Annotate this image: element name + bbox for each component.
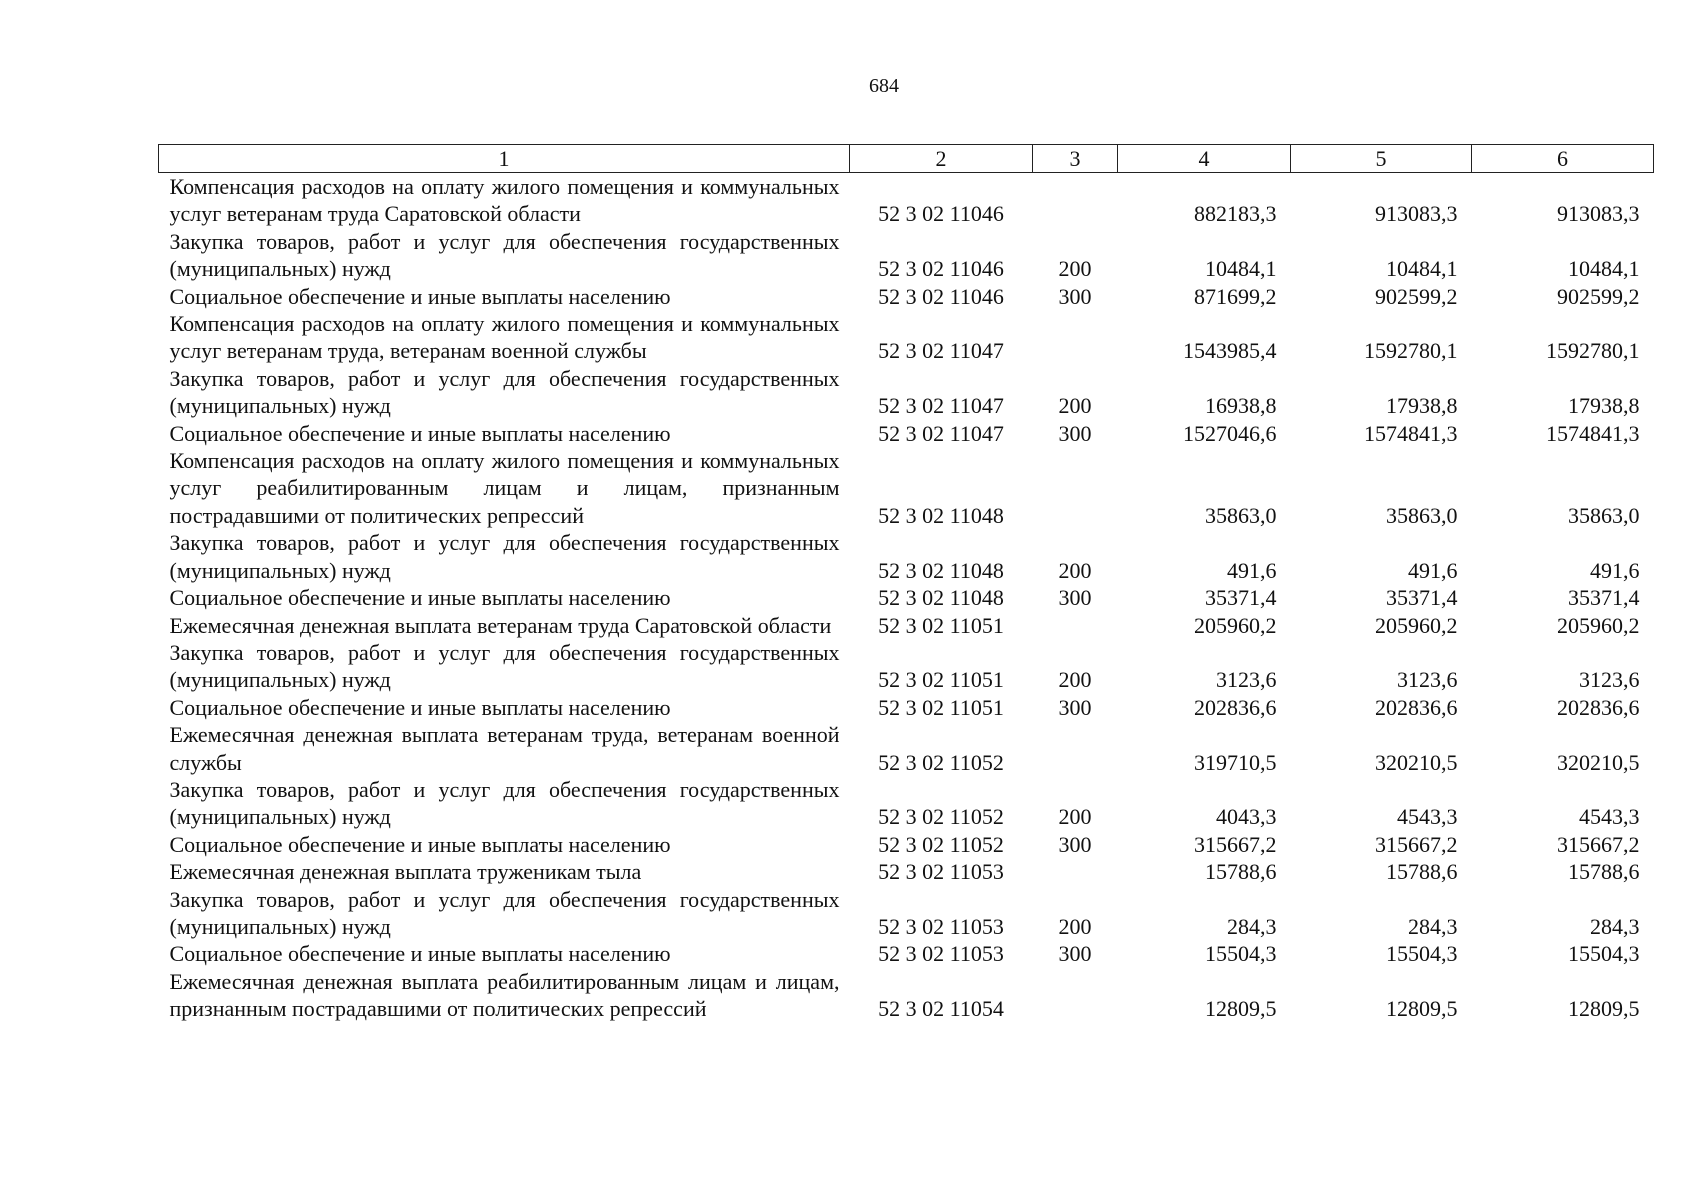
row-expense-type: 300: [1058, 283, 1092, 309]
row-value-3: 913083,3: [1557, 201, 1640, 227]
row-code: 52 3 02 11047: [878, 393, 1004, 419]
row-value-3: 1592780,1: [1546, 338, 1640, 364]
table-row: [159, 940, 1654, 967]
row-name: Закупка товаров, работ и услуг для обеспечения государственных (муниципальных) нужд: [169, 365, 840, 419]
row-value-1: 10484,1: [1205, 256, 1277, 282]
row-expense-type: 200: [1058, 913, 1092, 939]
row-code: 52 3 02 11051: [878, 612, 1004, 638]
row-value-1: 15504,3: [1205, 941, 1277, 967]
row-name: Ежемесячная денежная выплата реабилитированным лицам и лицам, признанным пострадавшими от политических репрессий: [169, 968, 840, 1022]
row-name: Социальное обеспечение и иные выплаты населению: [169, 585, 671, 611]
table-row: [159, 447, 1654, 529]
row-value-3: 202836,6: [1557, 694, 1640, 720]
row-code: 52 3 02 11051: [878, 667, 1004, 693]
table-row: [159, 310, 1654, 365]
column-header-5: 5: [1291, 145, 1472, 173]
row-name: Социальное обеспечение и иные выплаты населению: [169, 420, 671, 446]
row-value-1: 491,6: [1227, 557, 1277, 583]
row-code: 52 3 02 11053: [878, 913, 1004, 939]
row-value-3: 320210,5: [1557, 749, 1640, 775]
row-value-3: 10484,1: [1568, 256, 1640, 282]
table-row: [159, 694, 1654, 721]
row-value-1: 4043,3: [1216, 804, 1277, 830]
row-expense-type: 200: [1058, 667, 1092, 693]
row-value-3: 17938,8: [1568, 393, 1640, 419]
row-value-2: 35371,4: [1386, 585, 1458, 611]
row-value-3: 12809,5: [1568, 996, 1640, 1022]
row-expense-type: [1033, 721, 1118, 776]
row-code: 52 3 02 11048: [878, 557, 1004, 583]
row-expense-type: 300: [1058, 941, 1092, 967]
row-name: Закупка товаров, работ и услуг для обеспечения государственных (муниципальных) нужд: [169, 639, 840, 693]
row-value-2: 1592780,1: [1364, 338, 1458, 364]
row-code: 52 3 02 11052: [878, 831, 1004, 857]
row-value-3: 315667,2: [1557, 831, 1640, 857]
row-code: 52 3 02 11048: [878, 502, 1004, 528]
row-code: 52 3 02 11047: [878, 338, 1004, 364]
table-body: [159, 173, 1654, 1023]
row-value-2: 15788,6: [1386, 859, 1458, 885]
row-value-3: 3123,6: [1579, 667, 1640, 693]
table-row: [159, 968, 1654, 1023]
row-name: Социальное обеспечение и иные выплаты населению: [169, 941, 671, 967]
row-value-3: 205960,2: [1557, 612, 1640, 638]
row-value-2: 205960,2: [1375, 612, 1458, 638]
row-code: 52 3 02 11046: [878, 283, 1004, 309]
budget-table: [158, 144, 1654, 1023]
table-header: [159, 145, 1654, 173]
row-value-2: 315667,2: [1375, 831, 1458, 857]
row-code: 52 3 02 11051: [878, 694, 1004, 720]
table-row: [159, 831, 1654, 858]
row-value-1: 15788,6: [1205, 859, 1277, 885]
row-value-1: 315667,2: [1194, 831, 1277, 857]
row-value-1: 284,3: [1227, 913, 1277, 939]
row-value-2: 202836,6: [1375, 694, 1458, 720]
row-value-1: 871699,2: [1194, 283, 1277, 309]
row-value-1: 1543985,4: [1183, 338, 1277, 364]
row-code: 52 3 02 11048: [878, 585, 1004, 611]
row-value-1: 35371,4: [1205, 585, 1277, 611]
row-value-1: 12809,5: [1205, 996, 1277, 1022]
row-value-2: 15504,3: [1386, 941, 1458, 967]
table-row: [159, 173, 1654, 228]
row-name: Компенсация расходов на оплату жилого помещения и коммунальных услуг реабилитированным лицам и лицам, признанным пострадавшими от политических репрессий: [169, 448, 840, 528]
row-name: Социальное обеспечение и иные выплаты населению: [169, 283, 671, 309]
row-value-3: 15504,3: [1568, 941, 1640, 967]
row-value-2: 10484,1: [1386, 256, 1458, 282]
row-name: Ежемесячная денежная выплата ветеранам труда, ветеранам военной службы: [169, 722, 840, 775]
row-name: Компенсация расходов на оплату жилого помещения и коммунальных услуг ветеранам труда, ветеранам военной службы: [169, 311, 840, 364]
row-value-1: 205960,2: [1194, 612, 1277, 638]
row-value-2: 4543,3: [1397, 804, 1458, 830]
column-header-2: 2: [850, 145, 1033, 173]
row-name: Социальное обеспечение и иные выплаты населению: [169, 831, 671, 857]
row-code: 52 3 02 11052: [878, 804, 1004, 830]
row-value-3: 4543,3: [1579, 804, 1640, 830]
row-name: Ежемесячная денежная выплата труженикам тыла: [169, 859, 642, 885]
row-value-1: 1527046,6: [1183, 420, 1277, 446]
row-value-1: 319710,5: [1194, 749, 1277, 775]
header-row: [159, 145, 1654, 173]
row-name: Социальное обеспечение и иные выплаты населению: [169, 694, 671, 720]
row-value-2: 320210,5: [1375, 749, 1458, 775]
row-value-1: 35863,0: [1205, 502, 1277, 528]
row-value-2: 913083,3: [1375, 201, 1458, 227]
row-value-3: 1574841,3: [1546, 420, 1640, 446]
row-value-1: 16938,8: [1205, 393, 1277, 419]
row-value-2: 17938,8: [1386, 393, 1458, 419]
row-expense-type: [1033, 310, 1118, 365]
table-row: [159, 228, 1654, 283]
row-expense-type: 300: [1058, 694, 1092, 720]
row-expense-type: 300: [1058, 420, 1092, 446]
row-value-2: 1574841,3: [1364, 420, 1458, 446]
row-value-3: 284,3: [1590, 913, 1640, 939]
row-value-2: 12809,5: [1386, 996, 1458, 1022]
row-name: Закупка товаров, работ и услуг для обеспечения государственных (муниципальных) нужд: [169, 530, 840, 583]
table-row: [159, 612, 1654, 639]
page-number: 684: [869, 75, 899, 97]
row-expense-type: 200: [1058, 393, 1092, 419]
column-header-4: 4: [1118, 145, 1291, 173]
row-code: 52 3 02 11046: [878, 256, 1004, 282]
row-expense-type: [1033, 858, 1118, 885]
row-value-2: 35863,0: [1386, 502, 1458, 528]
row-expense-type: 200: [1058, 256, 1092, 282]
column-header-1: 1: [159, 145, 850, 173]
table-row: [159, 420, 1654, 447]
row-expense-type: [1033, 173, 1118, 228]
row-code: 52 3 02 11054: [878, 996, 1004, 1022]
row-expense-type: 300: [1058, 831, 1092, 857]
row-code: 52 3 02 11047: [878, 420, 1004, 446]
row-value-2: 491,6: [1408, 557, 1458, 583]
table-row: [159, 886, 1654, 941]
table-row: [159, 721, 1654, 776]
row-name: Компенсация расходов на оплату жилого помещения и коммунальных услуг ветеранам труда Саратовской области: [169, 174, 840, 227]
column-header-3: 3: [1033, 145, 1118, 173]
row-expense-type: [1033, 612, 1118, 639]
row-value-3: 491,6: [1590, 557, 1640, 583]
column-header-6: 6: [1472, 145, 1654, 173]
row-value-3: 35371,4: [1568, 585, 1640, 611]
row-name: Ежемесячная денежная выплата ветеранам труда Саратовской области: [169, 612, 832, 638]
row-code: 52 3 02 11053: [878, 941, 1004, 967]
row-name: Закупка товаров, работ и услуг для обеспечения государственных (муниципальных) нужд: [169, 228, 840, 282]
row-expense-type: 200: [1058, 557, 1092, 583]
row-expense-type: [1033, 447, 1118, 529]
row-value-2: 3123,6: [1397, 667, 1458, 693]
row-expense-type: 300: [1058, 585, 1092, 611]
row-code: 52 3 02 11046: [878, 201, 1004, 227]
table-row: [159, 365, 1654, 420]
row-expense-type: [1033, 968, 1118, 1023]
table-row: [159, 584, 1654, 611]
row-value-1: 882183,3: [1194, 201, 1277, 227]
row-expense-type: 200: [1058, 804, 1092, 830]
row-value-2: 902599,2: [1375, 283, 1458, 309]
table-row: [159, 858, 1654, 885]
table-row: [159, 529, 1654, 584]
row-value-1: 3123,6: [1216, 667, 1277, 693]
row-value-3: 35863,0: [1568, 502, 1640, 528]
row-name: Закупка товаров, работ и услуг для обеспечения государственных (муниципальных) нужд: [169, 886, 840, 939]
row-code: 52 3 02 11053: [878, 859, 1004, 885]
row-value-3: 15788,6: [1568, 859, 1640, 885]
row-value-1: 202836,6: [1194, 694, 1277, 720]
table-row: [159, 776, 1654, 831]
table-row: [159, 283, 1654, 310]
table-row: [159, 639, 1654, 694]
row-value-3: 902599,2: [1557, 283, 1640, 309]
row-name: Закупка товаров, работ и услуг для обеспечения государственных (муниципальных) нужд: [169, 776, 840, 830]
row-value-2: 284,3: [1408, 913, 1458, 939]
row-code: 52 3 02 11052: [878, 749, 1004, 775]
